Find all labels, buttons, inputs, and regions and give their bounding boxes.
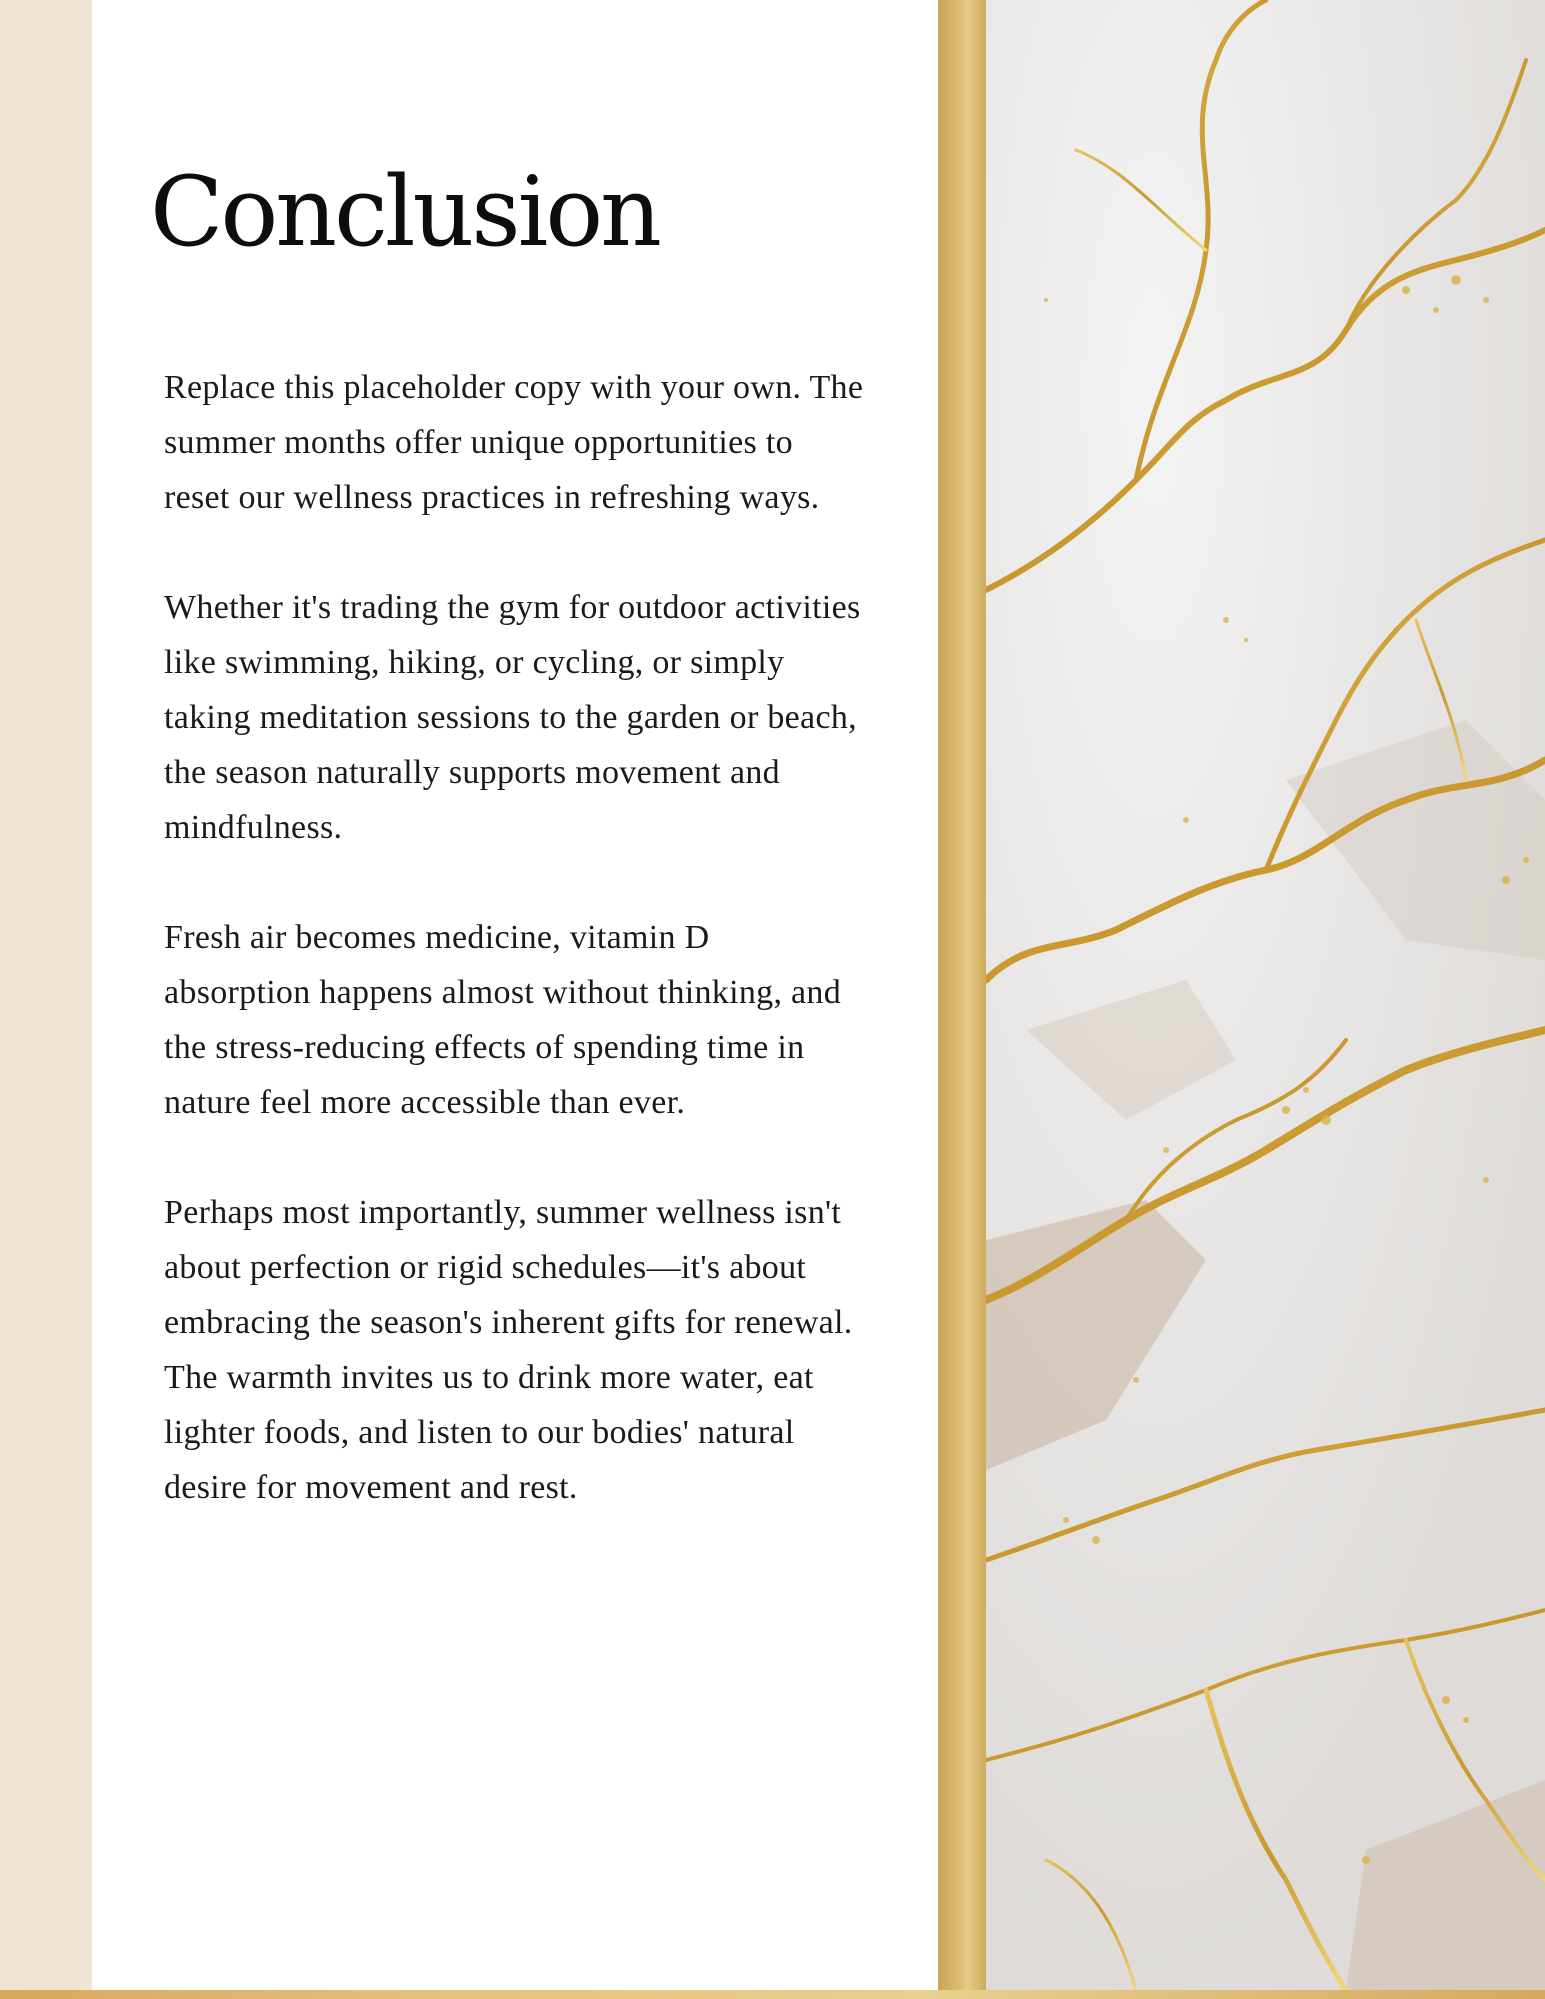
gold-marble-illustration: [986, 0, 1545, 1990]
left-decorative-strip: [0, 0, 92, 1999]
page-title: Conclusion: [150, 156, 659, 268]
paragraph-1: Replace this placeholder copy with your own. The summer months offer unique opportunities to reset our wellness practices in refreshing ways.: [164, 369, 864, 516]
gold-divider-bar: [938, 0, 986, 1990]
paragraph-4: Perhaps most importantly, summer wellness isn't about perfection or rigid schedules—it's about embracing the season's inherent gifts for renewal. The warmth invites us to drink more water, eat lighter foods, and listen to our bodies' natural desire for movement and rest.: [164, 1194, 853, 1506]
paragraph-2: Whether it's trading the gym for outdoor activities like swimming, hiking, or cycling, or simply taking meditation sessions to the garden or beach, the season naturally supports movement and mindfulness.: [164, 589, 861, 846]
body-text: [164, 360, 864, 1570]
bottom-gold-line: [0, 1990, 1545, 1999]
paragraph-3: Fresh air becomes medicine, vitamin D absorption happens almost without thinking, and the stress-reducing effects of spending time in nature feel more accessible than ever.: [164, 919, 842, 1121]
marble-image: [986, 0, 1545, 1990]
